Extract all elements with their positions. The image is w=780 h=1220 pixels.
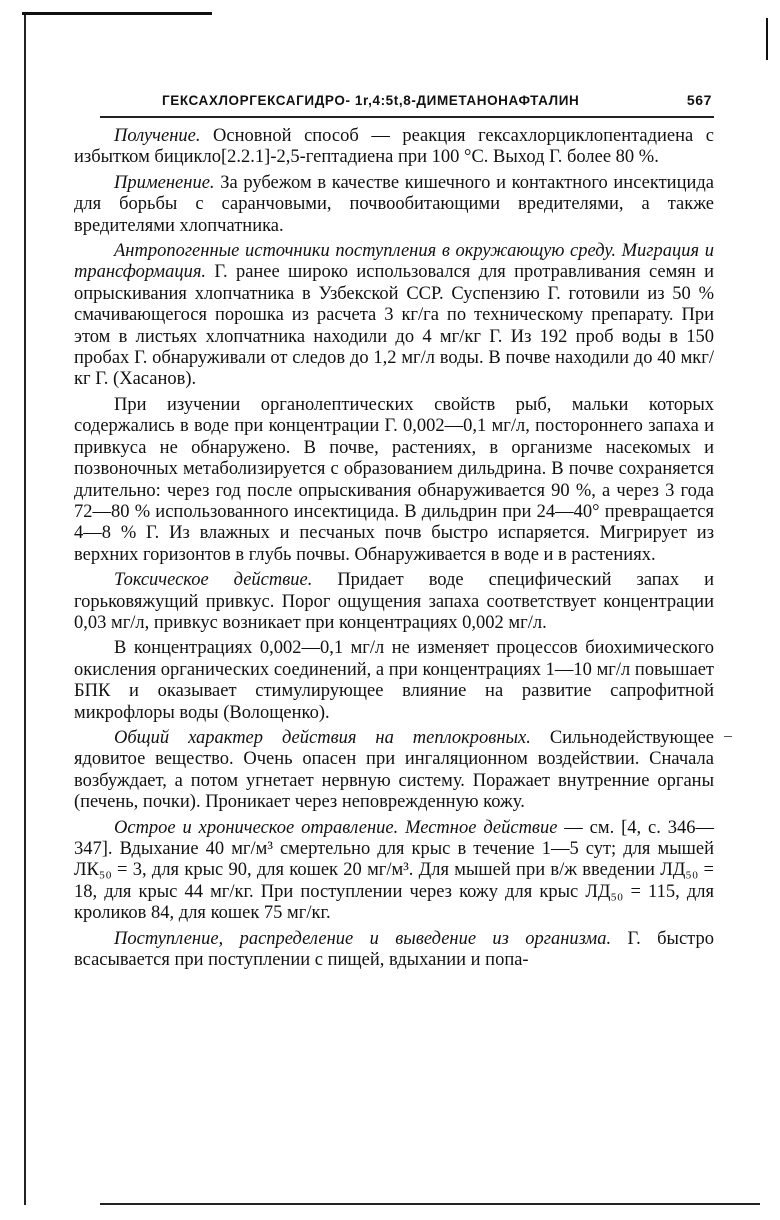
section-lead: Поступление, распределение и выведение из организма. bbox=[114, 928, 612, 949]
paragraph-obtaining bbox=[74, 126, 714, 169]
paragraph-application bbox=[74, 173, 714, 237]
section-lead: Применение. bbox=[114, 172, 215, 193]
section-lead: Острое и хроническое отравление. Местное действие bbox=[114, 817, 558, 838]
paragraph-body: Г. быстро всасывается при поступлении с пищей, вдыхании и попа- bbox=[74, 928, 714, 971]
paragraph-intake-distribution bbox=[74, 929, 714, 972]
paragraph-body: Основной способ — реакция гексахлорциклопентадиена с избытком бицикло[2.2.1]-2,5-гептадиена при 100 °С. Выход Г. более 80 %. bbox=[74, 126, 714, 168]
section-lead: Общий характер действия на теплокровных. bbox=[114, 727, 531, 748]
margin-tick bbox=[724, 736, 732, 737]
paragraph-general-action bbox=[74, 728, 714, 814]
section-lead: Получение. bbox=[114, 126, 201, 146]
running-header bbox=[162, 92, 712, 108]
right-edge-mark bbox=[766, 18, 768, 60]
header-rule bbox=[100, 116, 714, 118]
running-title: ГЕКСАХЛОРГЕКСАГИДРО- 1r,4:5t,8-ДИМЕТАНОНАФТАЛИН bbox=[162, 93, 580, 108]
paragraph-body: В концентрациях 0,002—0,1 мг/л не изменяет процессов биохимического окисления органических соединений, а при концентрациях 1—10 мг/л повышает БПК и оказывает стимулирующее влияние на развитие сапрофитной микрофлоры воды (Волощенко). bbox=[74, 638, 714, 723]
paragraph-body: Г. ранее широко использовался для протравливания семян и опрыскивания хлопчатника в Узбекской ССР. Суспензию Г. готовили из 50 % смачивающегося порошка из расчета 3 кг/га по техническому препарату. При этом в листьях хлопчатника находили до 4 мг/кг Г. Из 192 проб воды в 150 пробах Г. обнаруживали от следов до 1,2 мг/л воды. В почве находили до 40 мкг/кг Г. (Хасанов). bbox=[74, 262, 714, 390]
paragraph-body: — см. [4, с. 346—347]. Вдыхание 40 мг/м³ смертельно для крыс в течение 1—5 сут; для мышей ЛК₅₀ = 3, для крыс 90, для кошек 20 мг/м³. Для мышей при в/ж введении ЛД₅₀ = 18, для крыс 44 мг/кг. При поступлении через кожу для крыс ЛД₅₀ = 115, для кроликов 84, для кошек 75 мг/кг. bbox=[74, 817, 714, 924]
paragraph-body: За рубежом в качестве кишечного и контактного инсектицида для борьбы с саранчовыми, почвообитающими вредителями, а также вредителями хлопчатника. bbox=[74, 172, 714, 236]
page-number: 567 bbox=[686, 92, 712, 108]
paragraph-body: Сильнодействующее ядовитое вещество. Очень опасен при ингаляционном воздействии. Сначала возбуждает, а потом угнетает нервную систему. Поражает внутренние органы (печень, почки). Проникает через неповрежденную кожу. bbox=[74, 727, 715, 813]
section-lead: Антропогенные источники поступления в окружающую среду. Миграция и трансформация. bbox=[74, 241, 714, 283]
paragraph-organoleptic bbox=[74, 395, 714, 566]
paragraph-body: Придает воде специфический запах и горьковяжущий привкус. Порог ощущения запаха соответствует концентрации 0,03 мг/л, привкус возникает при концентрациях 0,002 мг/л. bbox=[74, 570, 714, 633]
bottom-edge-rule bbox=[100, 1203, 760, 1205]
section-lead: Токсическое действие. bbox=[114, 570, 313, 591]
paragraph-body: При изучении органолептических свойств рыб, мальки которых содержались в воде при концентрации Г. 0,002—0,1 мг/л, постороннего запаха и привкуса не обнаружено. В почве, растениях, в организме насекомых и позвоночных метаболизируется с образованием дильдрина. В почве сохраняется длительно: через год после опрыскивания обнаруживается 90 %, а через 3 года 72—80 % использованного инсектицида. В дильдрин при 24—40° превращается 4—8 % Г. Из влажных и песчаных почв быстро испаряется. Мигрирует из верхних горизонтов в глубь почвы. Обнаруживается в воде и в растениях. bbox=[74, 394, 714, 565]
paragraph-acute-chronic bbox=[74, 818, 714, 925]
left-edge-rule bbox=[24, 15, 26, 1205]
body-text bbox=[74, 126, 714, 971]
top-edge-rule bbox=[22, 12, 212, 15]
paragraph-concentrations bbox=[74, 638, 714, 724]
paragraph-sources-migration bbox=[74, 241, 714, 391]
paragraph-toxic-action bbox=[74, 570, 714, 634]
